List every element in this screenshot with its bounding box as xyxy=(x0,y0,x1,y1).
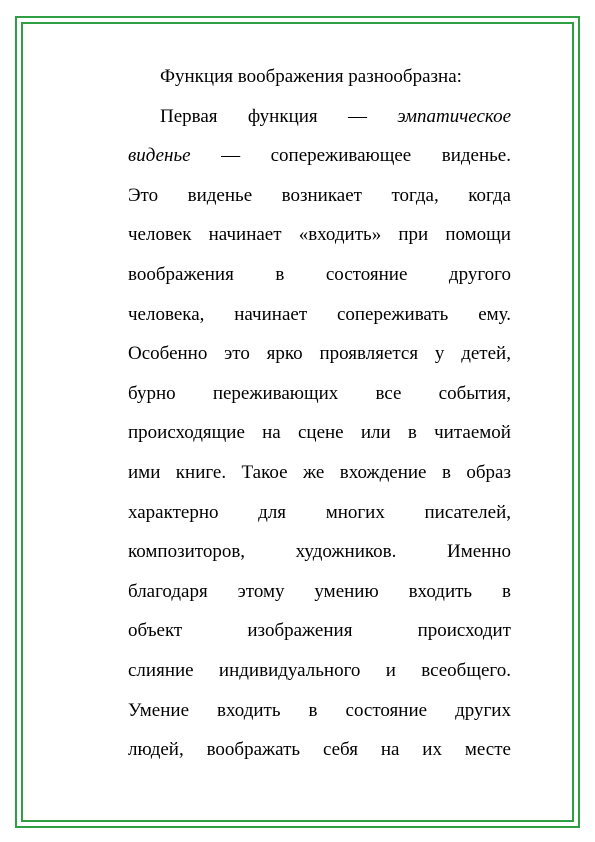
word: Это xyxy=(128,184,159,206)
word: в xyxy=(502,580,511,602)
word: индивидуального xyxy=(218,659,361,681)
word: человек xyxy=(128,224,192,246)
text-line xyxy=(128,176,511,216)
word: изображения xyxy=(247,620,353,642)
word: читаемой xyxy=(434,422,511,444)
word: человека, xyxy=(128,303,205,325)
word: их xyxy=(422,739,442,761)
word: людей, xyxy=(128,739,184,761)
word: бурно xyxy=(128,382,176,404)
text-line xyxy=(128,255,511,295)
text-line xyxy=(128,334,511,374)
text-line xyxy=(128,374,511,414)
word: — xyxy=(347,105,367,127)
word: Функция воображения разнообразна: xyxy=(160,66,462,87)
word: «входить» xyxy=(298,224,382,246)
word: это xyxy=(224,343,250,365)
word: виденье. xyxy=(441,145,511,167)
word: — xyxy=(221,145,241,167)
word: ярко xyxy=(266,343,303,365)
word: для xyxy=(258,501,287,523)
text-line xyxy=(128,136,511,176)
document-body xyxy=(128,57,511,770)
word: образ xyxy=(466,461,511,483)
word: в xyxy=(407,422,417,444)
word: объект xyxy=(128,620,183,642)
word: писателей, xyxy=(424,501,511,523)
word: начинает xyxy=(234,303,308,325)
word: на xyxy=(262,422,281,444)
text-line xyxy=(128,295,511,335)
word: этому xyxy=(237,580,285,602)
word: в xyxy=(308,699,318,721)
text-line xyxy=(128,453,511,493)
word: благодаря xyxy=(128,580,208,602)
word: переживающих xyxy=(212,382,339,404)
word: же xyxy=(302,461,325,483)
word: умению xyxy=(314,580,379,602)
word: у xyxy=(434,343,445,365)
word: и xyxy=(385,659,396,681)
word: воображать xyxy=(206,739,301,761)
word: происходящие xyxy=(128,422,245,444)
word: воображения xyxy=(128,263,234,285)
word: входить xyxy=(408,580,473,602)
word: себя xyxy=(322,739,358,761)
text-line xyxy=(128,651,511,691)
word: состояние xyxy=(325,263,408,285)
word: возникает xyxy=(281,184,362,206)
word: других xyxy=(455,699,511,721)
word: состояние xyxy=(345,699,428,721)
word: слияние xyxy=(128,659,194,681)
word: книге. xyxy=(175,461,227,483)
word: функция xyxy=(247,105,318,127)
word: при xyxy=(398,224,429,246)
word: композиторов, xyxy=(128,541,246,563)
word: Такое xyxy=(241,461,288,483)
word: художников. xyxy=(295,541,397,563)
word: все xyxy=(375,382,402,404)
word: начинает xyxy=(208,224,282,246)
word: сопереживающее xyxy=(270,145,412,167)
word: Особенно xyxy=(128,343,208,365)
word: всеобщего. xyxy=(421,659,511,681)
text-line xyxy=(128,493,511,533)
word: происходит xyxy=(417,620,511,642)
text-line xyxy=(128,611,511,651)
text-line xyxy=(128,572,511,612)
word: виденье xyxy=(187,184,253,206)
word: виденье xyxy=(128,145,191,167)
word: Умение xyxy=(128,699,190,721)
word: месте xyxy=(464,739,511,761)
word: проявляется xyxy=(319,343,419,365)
word: ими xyxy=(128,461,161,483)
word: помощи xyxy=(445,224,511,246)
word: или xyxy=(360,422,391,444)
text-line xyxy=(128,532,511,572)
word: детей, xyxy=(461,343,511,365)
word: Первая xyxy=(160,105,218,127)
word: в xyxy=(275,263,285,285)
word: вхождение xyxy=(339,461,427,483)
word: другого xyxy=(448,263,511,285)
word: тогда, xyxy=(391,184,439,206)
word: ему. xyxy=(478,303,511,325)
text-line xyxy=(128,413,511,453)
text-line xyxy=(128,215,511,255)
word: характерно xyxy=(128,501,219,523)
word: входить xyxy=(217,699,281,721)
word: Именно xyxy=(446,541,511,563)
word: когда xyxy=(468,184,511,206)
text-line xyxy=(128,97,511,137)
word: многих xyxy=(325,501,385,523)
text-line xyxy=(128,57,511,97)
word: на xyxy=(380,739,400,761)
text-line xyxy=(128,730,511,770)
text-line xyxy=(128,691,511,731)
word: сцене xyxy=(297,422,344,444)
word: события, xyxy=(438,382,511,404)
word: эмпатическое xyxy=(397,105,511,127)
word: сопереживать xyxy=(336,303,449,325)
word: в xyxy=(441,461,451,483)
